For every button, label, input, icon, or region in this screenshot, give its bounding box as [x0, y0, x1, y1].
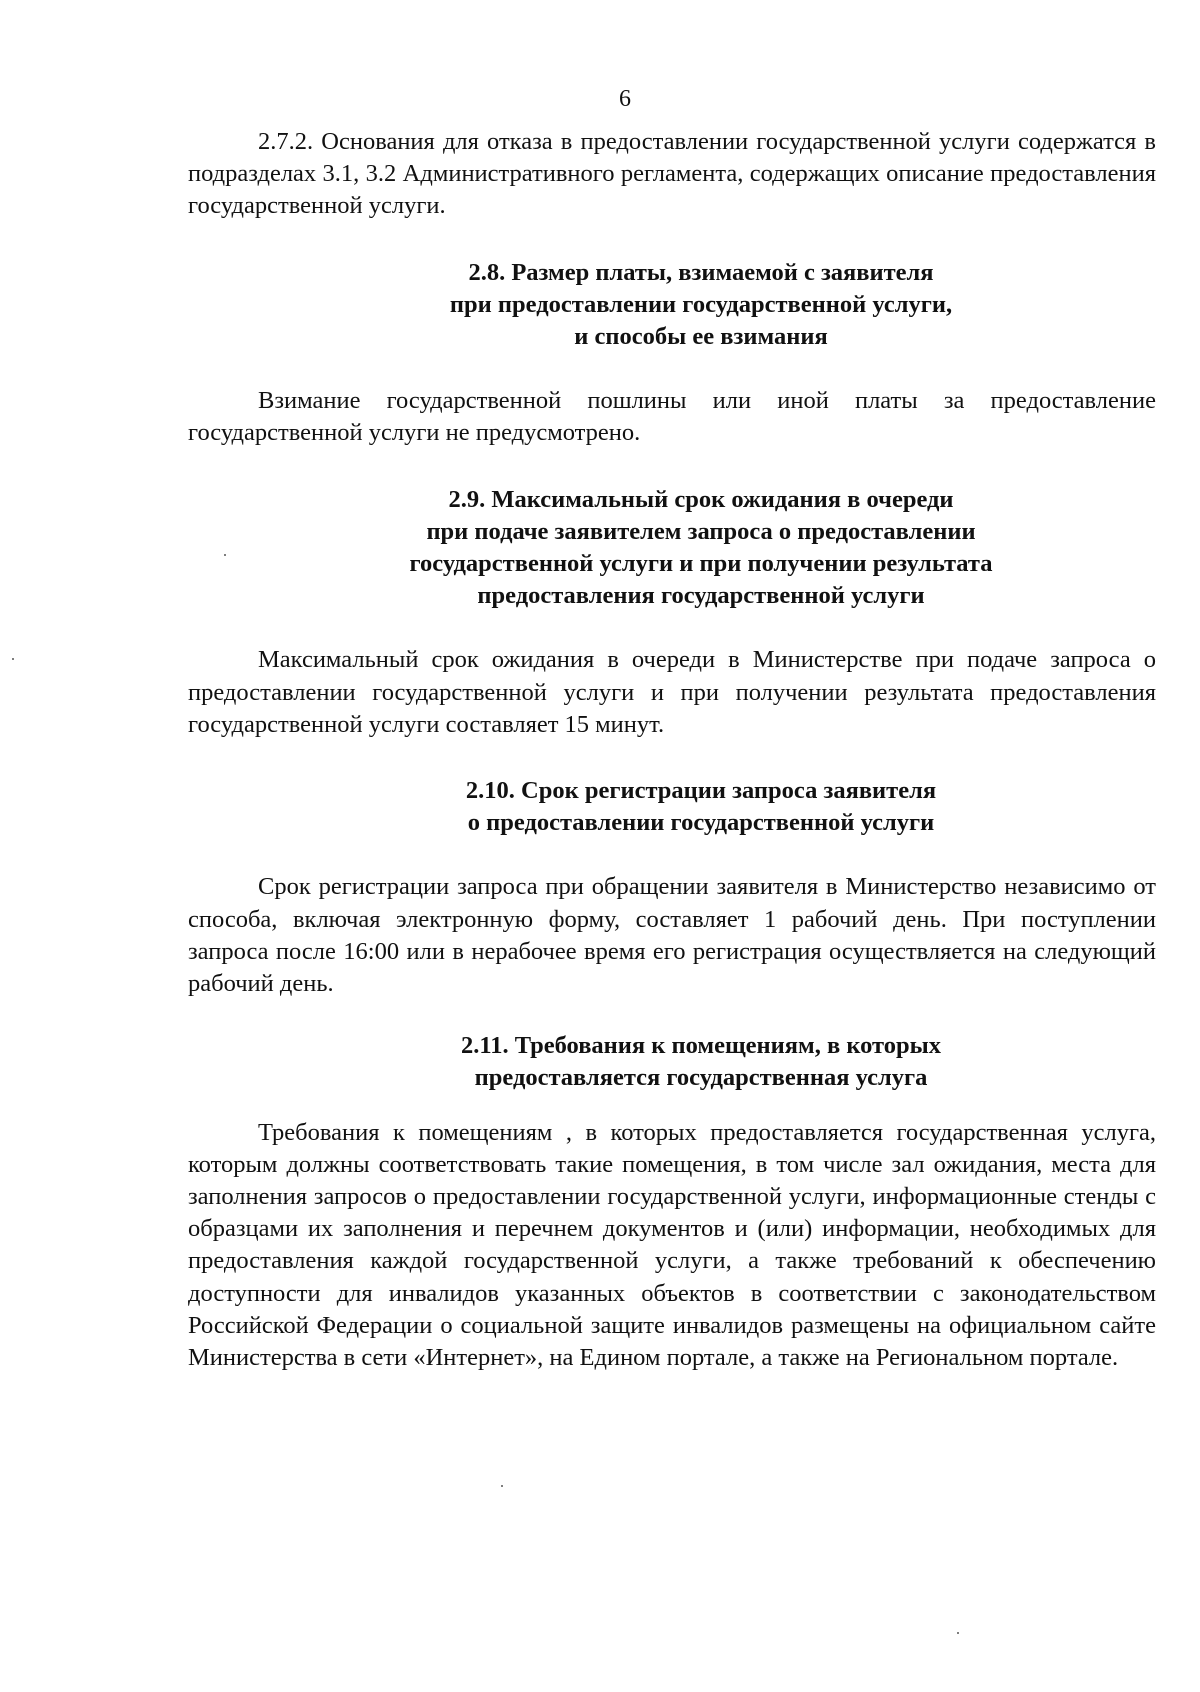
paragraph-2-8: Взимание государственной пошлины или иной платы за предоставление государственной услуги не предусмотрено. — [188, 387, 1156, 447]
heading-line: предоставляется государственная услуга — [474, 1064, 928, 1092]
paragraph-2-10: Срок регистрации запроса при обращении заявителя в Министерство независимо от способа, включая электронную форму, составляет 1 рабочий день. При поступлении запроса после 16:00 или в нерабочее время его регистрация осуществляется на следующий рабочий день. — [188, 873, 1156, 998]
scan-speck — [12, 658, 14, 660]
scan-speck — [957, 1632, 959, 1634]
scan-speck — [501, 1485, 503, 1487]
heading-line: государственной услуги и при получении результата — [409, 550, 993, 578]
heading-line: при подаче заявителем запроса о предоставлении — [426, 517, 976, 545]
heading-2-10 — [188, 775, 1156, 839]
scan-speck — [224, 554, 226, 556]
heading-line: и способы ее взимания — [574, 323, 828, 351]
heading-2-8 — [188, 257, 1156, 354]
heading-line: при предоставлении государственной услуги, — [449, 290, 953, 318]
heading-line: предоставления государственной услуги — [477, 582, 925, 610]
document-body — [188, 126, 1156, 1374]
heading-line: 2.10. Срок регистрации запроса заявителя — [465, 777, 937, 805]
heading-line: о предоставлении государственной услуги — [467, 809, 935, 837]
heading-line: 2.8. Размер платы, взимаемой с заявителя — [468, 258, 934, 286]
heading-2-11 — [188, 1030, 1156, 1094]
paragraph-2-7-2: 2.7.2. Основания для отказа в предоставлении государственной услуги содержатся в подразделах 3.1, 3.2 Административного регламента, содержащих описание предоставления государственной услуги. — [188, 128, 1156, 220]
heading-2-9 — [188, 484, 1156, 613]
paragraph-2-11: Требования к помещениям , в которых предоставляется государственная услуга, которым должны соответствовать такие помещения, в том числе зал ожидания, места для заполнения запросов о предоставлении государственной услуги, информационные стенды с образцами их заполнения и перечнем документов и (или) информации, необходимых для предоставления каждой государственной услуги, а также требований к обеспечению доступности для инвалидов указанных объектов в соответствии с законодательством Российской Федерации о социальной защите инвалидов размещены на официальном сайте Министерства в сети «Интернет», на Едином портале, а также на Региональном портале. — [188, 1118, 1156, 1372]
paragraph-2-9: Максимальный срок ожидания в очереди в Министерстве при подаче запроса о предоставлении государственной услуги и при получении результата предоставления государственной услуги составляет 15 минут. — [188, 646, 1156, 738]
heading-line: 2.9. Максимальный срок ожидания в очереди — [448, 485, 954, 513]
page-number: 6 — [619, 86, 631, 112]
heading-line: 2.11. Требования к помещениям, в которых — [460, 1032, 942, 1060]
